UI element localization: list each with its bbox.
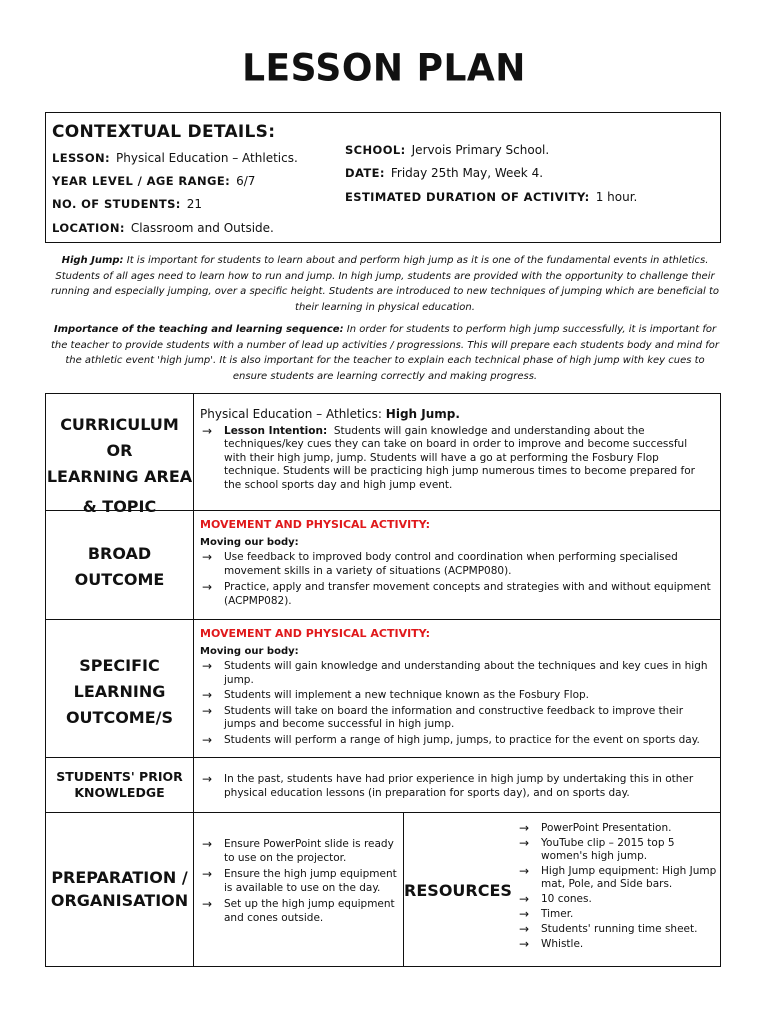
date-value: Friday 25th May, Week 4. xyxy=(390,166,544,180)
list-item: → High Jump equipment: High Jump mat, Pole, and Side bars. xyxy=(517,865,717,891)
prior-knowledge-label xyxy=(45,769,194,801)
prior-list xyxy=(200,773,700,800)
list-item: → Students will take on board the information and constructive feedback to improve their jumps and become successful in high jump. xyxy=(200,705,716,732)
high-jump-lead: High Jump: xyxy=(61,255,124,266)
prep-label-line: PREPARATION / xyxy=(51,868,188,887)
broad-sub: Moving our body: xyxy=(200,536,299,548)
specific-label-line: SPECIFIC xyxy=(79,656,160,675)
curriculum-label-line: LEARNING AREA xyxy=(46,467,193,486)
specific-label-line: LEARNING xyxy=(73,682,166,701)
topic-prefix: Physical Education – Athletics: xyxy=(200,407,382,421)
duration-value: 1 hour. xyxy=(595,190,638,204)
topic-line xyxy=(200,408,712,422)
prep-list xyxy=(200,838,400,925)
lesson-value: Physical Education – Athletics. xyxy=(116,151,298,165)
importance-lead: Importance of the teaching and learning sequence: xyxy=(53,324,344,335)
list-item: → Students' running time sheet. xyxy=(517,923,717,936)
prior-knowledge-content xyxy=(200,773,700,803)
list-item: → Practice, apply and transfer movement concepts and strategies with and without equipment (ACPMP082). xyxy=(200,581,716,608)
year-value: 6/7 xyxy=(236,174,256,188)
importance-paragraph xyxy=(50,322,720,384)
broad-heading: MOVEMENT AND PHYSICAL ACTIVITY: xyxy=(200,518,431,531)
year-row xyxy=(52,174,255,188)
list-item: → Students will gain knowledge and understanding about the techniques and key cues in high jump. xyxy=(200,660,716,687)
importance-text: In order for students to perform high jump successfully, it is important for the teacher to provide students with a number of lead up activities / progressions. This will prepare each students body and mind for the athletic event 'high jump'. It is also important for the teacher to explain each technical phase of high jump with key cues to ensure students are learning correctly and making progress. xyxy=(50,324,720,382)
lesson-row xyxy=(52,151,298,165)
date-label: DATE: xyxy=(345,166,385,180)
high-jump-text: It is important for students to learn about and perform high jump as it is one of the fundamental events in athletics. Students of all ages need to learn how to run and jump. In high jump, students are provided with the opportunity to challenge their running and especially jumping, over a specific height. Students are introduced to new techniques of jumping which are beneficial to their learning in physical education. xyxy=(50,255,719,313)
list-item: → Use feedback to improved body control and coordination when performing specialised movement skills in a variety of situations (ACPMP080). xyxy=(200,551,716,578)
specific-heading: MOVEMENT AND PHYSICAL ACTIVITY: xyxy=(200,627,431,640)
list-item: → YouTube clip – 2015 top 5 women's high jump. xyxy=(517,837,717,863)
students-row xyxy=(52,197,202,211)
intention-text: Students will gain knowledge and understanding about the techniques/key cues they can take on board in order to improve and become successful with their high jump, jump. Students will have a go at performing the Fosbury Flop technique. Students will be practicing high jump numerous times to become prepared for the school sports day and high jump event. xyxy=(224,424,695,491)
list-item: → Ensure the high jump equipment is available to use on the day. xyxy=(200,868,400,895)
specific-outcome-label xyxy=(45,653,194,731)
intention-lead: Lesson Intention: xyxy=(224,424,328,437)
broad-outcome-label xyxy=(45,541,194,593)
prep-label-line: ORGANISATION xyxy=(50,891,189,910)
curriculum-label-line: & TOPIC xyxy=(82,497,157,516)
duration-label: ESTIMATED DURATION OF ACTIVITY: xyxy=(345,190,590,204)
specific-label-line: OUTCOME/S xyxy=(65,708,174,727)
date-row xyxy=(345,166,543,180)
broad-label-line: OUTCOME xyxy=(74,570,165,589)
broad-list xyxy=(200,551,716,608)
location-row xyxy=(52,221,274,235)
broad-label-line: BROAD xyxy=(87,544,152,563)
list-item xyxy=(200,425,712,493)
page-title: LESSON PLAN xyxy=(242,46,526,91)
preparation-label xyxy=(45,866,194,912)
preparation-content xyxy=(200,838,400,928)
specific-list xyxy=(200,660,716,747)
curriculum-label xyxy=(45,412,194,520)
curriculum-label-line: CURRICULUM OR xyxy=(60,415,179,460)
high-jump-paragraph xyxy=(50,253,720,315)
list-item: → PowerPoint Presentation. xyxy=(517,822,717,835)
specific-sub: Moving our body: xyxy=(200,645,299,657)
location-value: Classroom and Outside. xyxy=(130,221,274,235)
curriculum-content xyxy=(200,408,712,495)
resources-list xyxy=(517,822,717,951)
list-item: → In the past, students have had prior experience in high jump by undertaking this in other physical education lessons (in preparation for sports day), and on sports day. xyxy=(200,773,700,800)
specific-outcome-content xyxy=(200,627,716,749)
school-value: Jervois Primary School. xyxy=(411,143,550,157)
list-item: → Set up the high jump equipment and cones outside. xyxy=(200,898,400,925)
broad-outcome-content xyxy=(200,518,716,611)
topic: High Jump. xyxy=(385,407,460,421)
prior-label-line: STUDENTS' PRIOR xyxy=(56,769,183,784)
students-value: 21 xyxy=(186,197,203,211)
contextual-heading: CONTEXTUAL DETAILS: xyxy=(52,122,276,142)
resources-label: RESOURCES xyxy=(404,881,512,900)
intention-list xyxy=(200,425,712,493)
duration-row xyxy=(345,190,637,204)
school-label: SCHOOL: xyxy=(345,143,406,157)
list-item: → Whistle. xyxy=(517,938,717,951)
lesson-label: LESSON: xyxy=(52,151,111,165)
list-item: → Timer. xyxy=(517,908,717,921)
location-label: LOCATION: xyxy=(52,221,125,235)
list-item: → 10 cones. xyxy=(517,893,717,906)
students-label: NO. OF STUDENTS: xyxy=(52,197,181,211)
list-item: → Ensure PowerPoint slide is ready to use on the projector. xyxy=(200,838,400,865)
list-item: → Students will implement a new technique known as the Fosbury Flop. xyxy=(200,689,716,703)
year-label: YEAR LEVEL / AGE RANGE: xyxy=(52,174,231,188)
prior-label-line: KNOWLEDGE xyxy=(74,785,165,800)
list-item: → Students will perform a range of high jump, jumps, to practice for the event on sports day. xyxy=(200,734,716,748)
school-row xyxy=(345,143,549,157)
resources-content xyxy=(517,822,717,953)
